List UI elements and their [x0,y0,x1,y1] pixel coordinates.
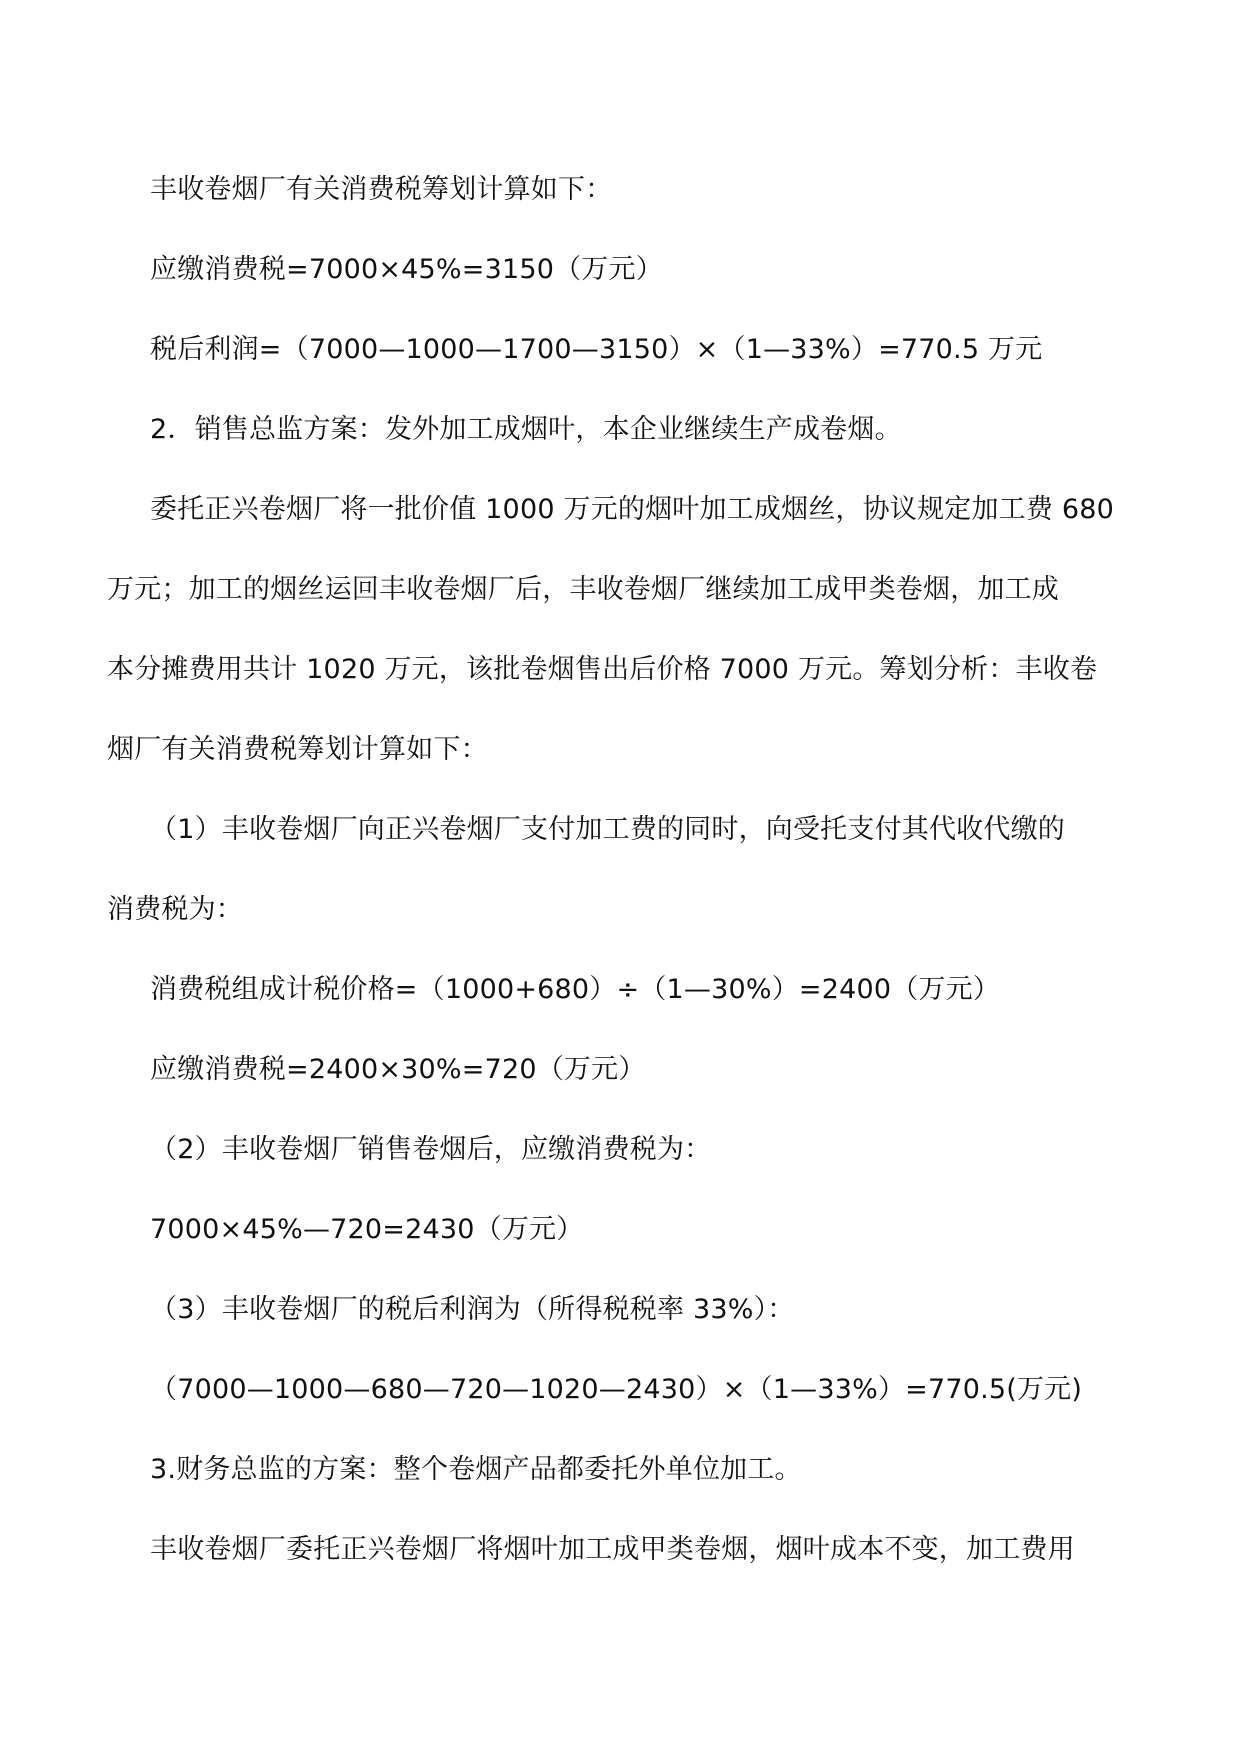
text-line: 消费税为： [107,894,243,925]
text-line: 3.财务总监的方案：整个卷烟产品都委托外单位加工。 [150,1454,802,1485]
text-line: 应缴消费税=2400×30%=720（万元） [150,1054,646,1085]
text-line: 烟厂有关消费税筹划计算如下： [107,734,488,765]
text-line: 7000×45%—720=2430（万元） [150,1214,584,1245]
text-line: 2．销售总监方案：发外加工成烟叶，本企业继续生产成卷烟。 [150,414,902,445]
text-line: （2）丰收卷烟厂销售卷烟后，应缴消费税为： [150,1134,712,1165]
text-line: （7000—1000—680—720—1020—2430）×（1—33%）=770.5(万元) [150,1374,1083,1405]
text-line: 丰收卷烟厂委托正兴卷烟厂将烟叶加工成甲类卷烟，烟叶成本不变，加工费用 [150,1534,1075,1565]
text-line: 本分摊费用共计 1020 万元，该批卷烟售出后价格 7000 万元。筹划分析：丰收卷 [107,654,1098,685]
text-line: 应缴消费税=7000×45%=3150（万元） [150,254,663,285]
text-line: （3）丰收卷烟厂的税后利润为（所得税税率 33%）： [150,1294,795,1325]
text-line: 委托正兴卷烟厂将一批价值 1000 万元的烟叶加工成烟丝，协议规定加工费 680 [150,494,1114,525]
text-line: 消费税组成计税价格=（1000+680）÷（1—30%）=2400（万元） [150,974,1001,1005]
text-line: 税后利润=（7000—1000—1700—3150）×（1—33%）=770.5 万元 [150,334,1043,365]
text-line: 万元；加工的烟丝运回丰收卷烟厂后，丰收卷烟厂继续加工成甲类卷烟，加工成 [107,574,1059,605]
text-line: （1）丰收卷烟厂向正兴卷烟厂支付加工费的同时，向受托支付其代收代缴的 [150,814,1065,845]
text-line: 丰收卷烟厂有关消费税筹划计算如下： [150,174,613,205]
